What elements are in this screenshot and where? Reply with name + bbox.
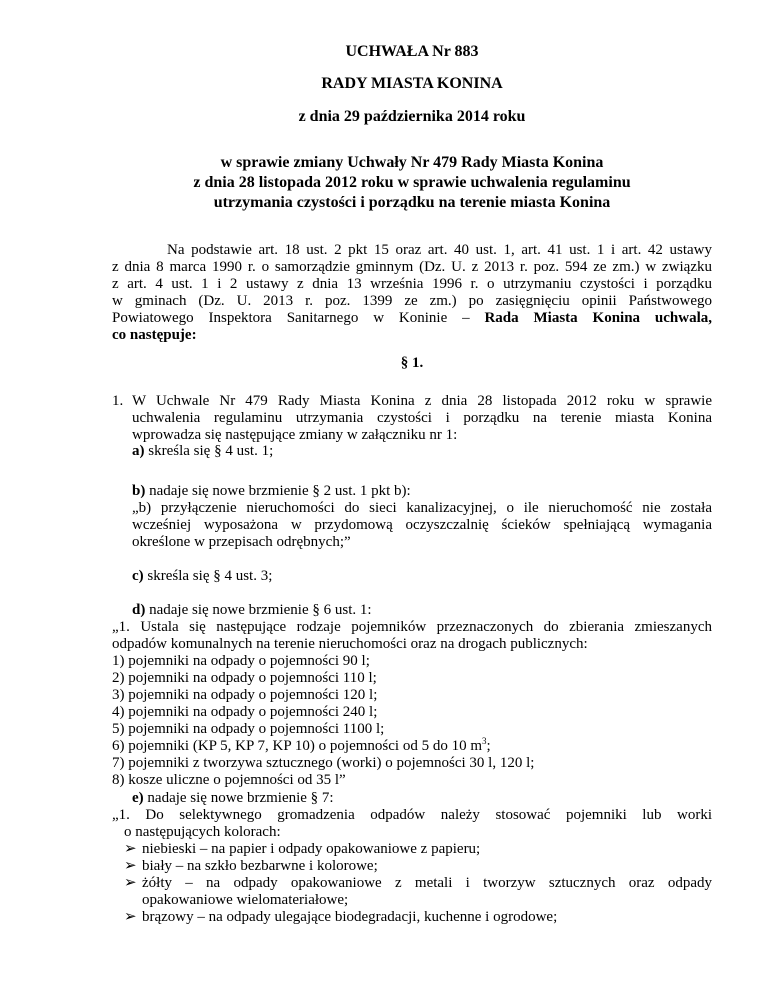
container-item: 1) pojemniki na odpady o pojemności 90 l; <box>112 653 370 669</box>
amendment-b <box>112 483 712 551</box>
amendment-d <box>112 602 712 789</box>
container-item: 4) pojemniki na odpady o pojemności 240 l; <box>112 704 378 720</box>
resolution-date: z dnia 29 października 2014 roku <box>298 108 526 125</box>
bullet-item <box>124 841 712 858</box>
bullet-text: brązowy – na odpady ulegające biodegradacji, kuchenne i ogrodowe; <box>142 909 558 925</box>
container-item-6-text: 6) pojemniki (KP 5, KP 7, KP 10) o pojemności od 5 do 10 m <box>112 738 482 754</box>
amendment-letter: b) <box>132 483 146 499</box>
amendment-letter: c) <box>132 568 144 584</box>
amendment-letter: a) <box>132 443 145 459</box>
cubic-superscript: 3 <box>482 736 487 746</box>
arrow-bullet-icon: ➢ <box>124 841 137 857</box>
amendment-e-intro: o następujących kolorach: <box>124 824 281 840</box>
preamble-bold-last: co następuje: <box>112 327 197 343</box>
bullet-text: niebieski – na papier i odpady opakowaniowe z papieru; <box>142 841 481 857</box>
amendment-e-intro: „1. Do selektywnego gromadzenia odpadów należy stosować pojemniki lub worki <box>112 807 712 823</box>
preamble <box>112 242 712 344</box>
point-1 <box>112 393 712 444</box>
preamble-bold-tail: Rada Miasta Konina uchwala, <box>484 310 713 326</box>
amendment-c <box>112 568 712 585</box>
subject-line-1: w sprawie zmiany Uchwały Nr 479 Rady Miasta Konina <box>220 154 604 171</box>
amendment-letter: e) <box>132 790 144 806</box>
quote-line: wcześniej wyposażona w przydomową oczyszczalnię ścieków spełniającą wymagania <box>132 517 712 533</box>
container-item: 8) kosze uliczne o pojemności od 35 l” <box>112 772 346 788</box>
preamble-line: z dnia 8 marca 1990 r. o samorządzie gminnym (Dz. U. z 2013 r. poz. 594 ze zm.) w związku <box>112 259 712 275</box>
subject-line-2: z dnia 28 listopada 2012 roku w sprawie uchwalenia regulaminu <box>193 174 631 191</box>
bullet-item <box>124 858 712 875</box>
point-number: 1. <box>112 393 124 409</box>
bullet-item <box>124 875 712 909</box>
bullet-text: żółty – na odpady opakowaniowe z metali i tworzyw sztucznych oraz odpady <box>142 875 712 891</box>
point-1-line: wprowadza się następujące zmiany w załączniku nr 1: <box>132 427 458 443</box>
container-item: 7) pojemniki z tworzywa sztucznego (worki) o pojemności 30 l, 120 l; <box>112 755 535 771</box>
amendment-e <box>112 790 712 926</box>
container-item: 2) pojemniki na odpady o pojemności 110 l; <box>112 670 377 686</box>
preamble-line-with-bold <box>112 310 712 327</box>
container-item: 3) pojemniki na odpady o pojemności 120 l; <box>112 687 378 703</box>
container-item: 5) pojemniki na odpady o pojemności 1100 l; <box>112 721 385 737</box>
preamble-line: w gminach (Dz. U. 2013 r. poz. 1399 ze zm.) po zasięgnięciu opinii Państwowego <box>112 293 712 309</box>
amendment-text: nadaje się nowe brzmienie § 6 ust. 1: <box>149 602 372 618</box>
council-name: RADY MIASTA KONINA <box>321 75 503 92</box>
point-1-line: W Uchwale Nr 479 Rady Miasta Konina z dnia 28 listopada 2012 roku w sprawie <box>132 393 712 409</box>
amendment-text: nadaje się nowe brzmienie § 7: <box>147 790 334 806</box>
amendment-text: nadaje się nowe brzmienie § 2 ust. 1 pkt b): <box>149 483 411 499</box>
quote-line: określone w przepisach odrębnych;” <box>132 534 351 550</box>
amendment-text: skreśla się § 4 ust. 3; <box>147 568 273 584</box>
amendment-a <box>112 443 712 460</box>
arrow-bullet-icon: ➢ <box>124 858 137 874</box>
point-1-line: uchwalenia regulaminu utrzymania czystości i porządku na terenie miasta Konina <box>132 410 712 426</box>
preamble-line: Na podstawie art. 18 ust. 2 pkt 15 oraz art. 40 ust. 1, art. 41 ust. 1 i art. 42 ustawy <box>167 242 712 258</box>
bullet-text: opakowaniowe wielomateriałowe; <box>142 892 349 908</box>
preamble-line: Powiatowego Inspektora Sanitarnego w Koninie – <box>112 310 470 326</box>
quote-line: „b) przyłączenie nieruchomości do sieci kanalizacyjnej, o ile nieruchomość nie została <box>132 500 712 516</box>
bullet-text: biały – na szkło bezbarwne i kolorowe; <box>142 858 378 874</box>
container-item-6 <box>112 738 712 755</box>
section-title: § 1. <box>400 355 424 371</box>
container-item-6-end: ; <box>486 738 491 754</box>
preamble-line: z art. 4 ust. 1 i 2 ustawy z dnia 13 września 1996 r. o utrzymaniu czystości i porządku <box>112 276 712 292</box>
amendment-d-intro: „1. Ustala się następujące rodzaje pojemników przeznaczonych do zbierania zmieszanych <box>112 619 712 635</box>
bullet-item <box>124 909 712 926</box>
arrow-bullet-icon: ➢ <box>124 909 137 925</box>
subject-line-3: utrzymania czystości i porządku na terenie miasta Konina <box>213 194 611 211</box>
amendment-letter: d) <box>132 602 146 618</box>
amendment-text: skreśla się § 4 ust. 1; <box>148 443 274 459</box>
amendment-d-intro: odpadów komunalnych na terenie nieruchomości oraz na drogach publicznych: <box>112 636 588 652</box>
resolution-number: UCHWAŁA Nr 883 <box>345 43 479 60</box>
arrow-bullet-icon: ➢ <box>124 875 137 891</box>
